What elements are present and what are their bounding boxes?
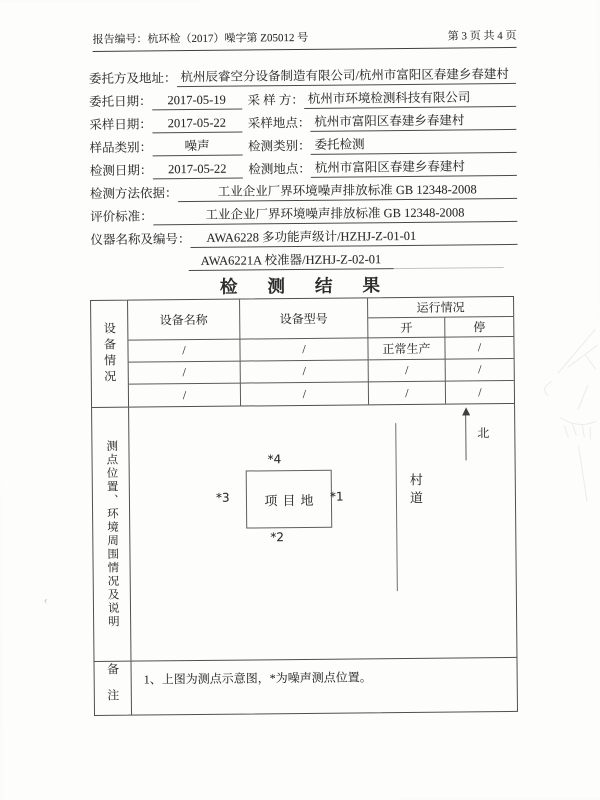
report-number-label: 报告编号：	[92, 33, 148, 46]
measurement-points-row-label: 测点位置、环境周围情况及说明	[105, 439, 119, 629]
measurement-point-4: *4	[267, 452, 282, 467]
village-road-line	[395, 423, 398, 591]
test-site-value: 杭州市富阳区春建乡春建村	[311, 156, 517, 178]
remarks-row-label: 备注	[105, 662, 121, 715]
faint-stamp-mark	[537, 325, 600, 511]
running-status-header: 运行情况	[368, 297, 513, 318]
device-status-section	[91, 297, 514, 407]
measurement-point-3: *3	[215, 490, 230, 505]
remarks-row-header	[95, 662, 133, 715]
device-cell: /	[240, 338, 368, 361]
device-cell: /	[445, 337, 513, 360]
sampling-site-value: 杭州市富阳区春建乡春建村	[310, 110, 516, 132]
form-row-commission	[89, 85, 516, 111]
report-number	[92, 29, 308, 47]
sample-type-label: 样品类别：	[89, 140, 153, 156]
sampling-site-label: 采样地点：	[247, 115, 311, 131]
device-cell: /	[128, 340, 240, 363]
site-rectangle	[246, 470, 333, 529]
device-cell: /	[369, 360, 446, 383]
device-cell: 正常生产	[368, 338, 445, 361]
device-status-row-header	[91, 301, 129, 407]
form-row-standard	[90, 200, 517, 226]
north-arrow-icon	[465, 414, 467, 460]
sampler-label: 采 样 方：	[247, 92, 304, 108]
device-status-grid	[128, 297, 514, 407]
device-cell: /	[478, 384, 482, 399]
results-table	[90, 296, 518, 716]
status-off-header: 停	[445, 317, 513, 338]
device-cell: /	[129, 362, 241, 385]
sampling-date-label: 采样日期：	[89, 117, 152, 133]
remarks-text: 1、上图为测点示意图，*为噪声测点位置。	[143, 670, 372, 687]
test-type-value: 委托检测	[310, 133, 516, 155]
measurement-points-diagram	[129, 404, 516, 661]
device-status-row-label: 设备情况	[102, 321, 117, 386]
form-row-sampling	[89, 108, 516, 134]
client-value: 杭州辰睿空分设备制造有限公司/杭州市富阳区春建乡春建村	[176, 64, 516, 87]
form-row-instrument-1	[90, 223, 517, 249]
site-label: 项目地	[264, 492, 319, 508]
sampling-date-value: 2017-05-22	[152, 116, 242, 134]
remarks-section	[94, 657, 516, 715]
page-header	[92, 27, 516, 52]
device-name-header: 设备名称	[128, 300, 240, 341]
form-row-sample-type	[89, 131, 516, 157]
form-row-test	[90, 154, 517, 180]
instrument-label: 仪器名称及编号：	[90, 232, 191, 248]
method-label: 检测方法依据：	[89, 186, 178, 202]
measurement-point-1: *1	[329, 489, 344, 504]
instrument-1-value: AWA6228 多功能声级计/HZHJ-Z-01-01	[190, 225, 517, 248]
test-type-label: 检测类别：	[248, 138, 311, 154]
test-site-label: 检测地点：	[248, 161, 311, 177]
report-number-value: 杭环检（2017）噪字第 Z05012 号	[147, 31, 309, 46]
commission-date-value: 2017-05-19	[152, 93, 242, 111]
instrument-2-value: AWA6221A 校准器/HZHJ-Z-02-01	[189, 249, 394, 271]
device-cell: /	[446, 359, 514, 382]
page-indicator: 第 3 页 共 4 页	[447, 29, 517, 43]
device-cell: /	[241, 360, 369, 383]
north-label: 北	[477, 426, 490, 441]
measurement-points-section	[92, 403, 516, 661]
commission-date-label: 委托日期：	[89, 94, 152, 110]
form-row-client	[89, 62, 516, 88]
status-on-header: 开	[368, 318, 445, 339]
measurement-point-2: *2	[270, 530, 285, 545]
form-row-method	[90, 177, 517, 203]
village-road-label: 村道	[407, 472, 424, 509]
measurement-points-row-header	[92, 408, 131, 661]
report-info-form	[89, 62, 518, 273]
method-value: 工业企业厂界环境噪声排放标准 GB 12348-2008	[177, 179, 517, 202]
standard-label: 评价标准：	[90, 209, 153, 225]
test-date-label: 检测日期：	[89, 163, 153, 179]
client-label: 委托方及地址：	[88, 71, 177, 87]
results-title: 检测结果	[219, 274, 410, 297]
device-cell: /	[129, 384, 241, 407]
form-row-instrument-2	[91, 246, 518, 272]
test-date-value: 2017-05-22	[152, 162, 242, 180]
sampler-value: 杭州市环境检测科技有限公司	[304, 87, 516, 109]
sample-type-value: 噪声	[152, 136, 242, 157]
device-cell: /	[369, 382, 446, 405]
standard-value: 工业企业厂界环境噪声排放标准 GB 12348-2008	[153, 202, 518, 225]
device-cell: /	[241, 382, 369, 405]
device-model-header: 设备型号	[240, 298, 368, 339]
stray-pencil-mark: ‹	[42, 594, 49, 607]
